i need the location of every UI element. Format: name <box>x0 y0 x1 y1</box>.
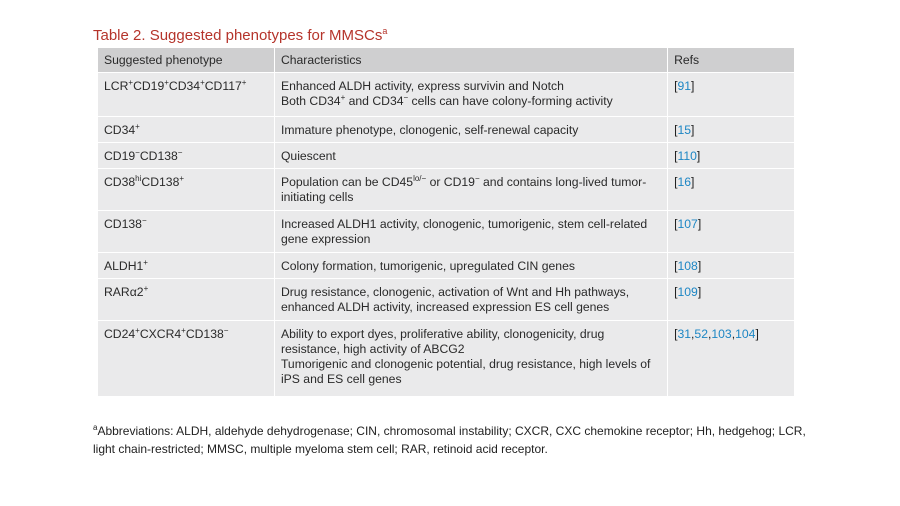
phenotype-cell: ALDH1+ <box>98 253 275 279</box>
ref-link[interactable]: 110 <box>677 149 697 163</box>
table-title: Table 2. Suggested phenotypes for MMSCs$^a$ <box>93 26 388 44</box>
table-row <box>98 169 795 211</box>
phenotype-cell: $CD38^{hi}CD138^+$ <box>98 169 275 211</box>
phenotype-cell: CD19−CD138− <box>98 143 275 169</box>
table-row <box>98 321 795 397</box>
ref-link[interactable]: 31 <box>677 327 692 341</box>
characteristics-cell: Drug resistance, clonogenic, activation of Wnt and Hh pathways, enhanced ALDH activity, increased expression ES cell genes <box>274 279 667 321</box>
table-header-row <box>98 48 795 73</box>
refs-cell: [91] <box>668 73 795 117</box>
refs-cell: [110] <box>668 143 795 169</box>
header-refs: Refs <box>668 48 795 73</box>
characteristics-cell: Enhanced ALDH activity, express survivin and Notch Both CD34+ and CD34− cells can have colony-forming activity <box>274 73 667 117</box>
phenotype-cell: RARα2+ <box>98 279 275 321</box>
table-row <box>98 143 795 169</box>
phenotype-cell: CD24+CXCR4+CD138− <box>98 321 275 397</box>
characteristics-cell: Immature phenotype, clonogenic, self-renewal capacity <box>274 117 667 143</box>
table-row <box>98 253 795 279</box>
refs-cell: [31,52,103,104] <box>668 321 795 397</box>
ref-link[interactable]: 52 <box>694 327 708 341</box>
table-footnote: $^a$Abbreviations: ALDH, aldehyde dehydrogenase; CIN, chromosomal instability; CXCR, CXC chemokine receptor; Hh, hedgehog; LCR, light chain-restricted; MMSC, multiple myeloma stem cell; RAR, retinoid acid receptor. <box>93 423 806 456</box>
refs-cell: [109] <box>668 279 795 321</box>
characteristics-cell: Increased ALDH1 activity, clonogenic, tumorigenic, stem cell-related gene expression <box>274 211 667 253</box>
refs-cell: [107] <box>668 211 795 253</box>
phenotype-cell: CD138− <box>98 211 275 253</box>
phenotype-table <box>97 47 795 397</box>
ref-link[interactable]: 15 <box>677 123 692 137</box>
header-characteristics: Characteristics <box>274 48 667 73</box>
ref-link[interactable]: 109 <box>677 285 698 299</box>
characteristics-cell: Ability to export dyes, proliferative ability, clonogenicity, drug resistance, high activity of ABCG2 Tumorigenic and clonogenic potential, drug resistance, high levels of iPS and ES cell genes <box>274 321 667 397</box>
ref-link[interactable]: 107 <box>677 217 698 231</box>
table-row <box>98 279 795 321</box>
refs-cell: [108] <box>668 253 795 279</box>
characteristics-cell: Colony formation, tumorigenic, upregulated CIN genes <box>274 253 667 279</box>
ref-link[interactable]: 91 <box>677 79 692 93</box>
phenotype-cell: LCR+CD19+CD34+CD117+ <box>98 73 275 117</box>
ref-link[interactable]: 108 <box>677 259 698 273</box>
characteristics-cell: Population can be $CD45^{lo/-}$ or CD19− and contains long-lived tumor-initiating cells <box>274 169 667 211</box>
header-phenotype: Suggested phenotype <box>98 48 275 73</box>
ref-link[interactable]: 104 <box>735 327 756 341</box>
refs-cell: [15] <box>668 117 795 143</box>
footnote-mark: a <box>93 423 98 432</box>
refs-cell: [16] <box>668 169 795 211</box>
ref-link[interactable]: 16 <box>677 175 692 189</box>
table-row <box>98 117 795 143</box>
table-row <box>98 211 795 253</box>
table-row <box>98 73 795 117</box>
ref-link[interactable]: 103 <box>711 327 732 341</box>
title-footnote-mark: a <box>382 26 388 36</box>
phenotype-cell: CD34+ <box>98 117 275 143</box>
characteristics-cell: Quiescent <box>274 143 667 169</box>
